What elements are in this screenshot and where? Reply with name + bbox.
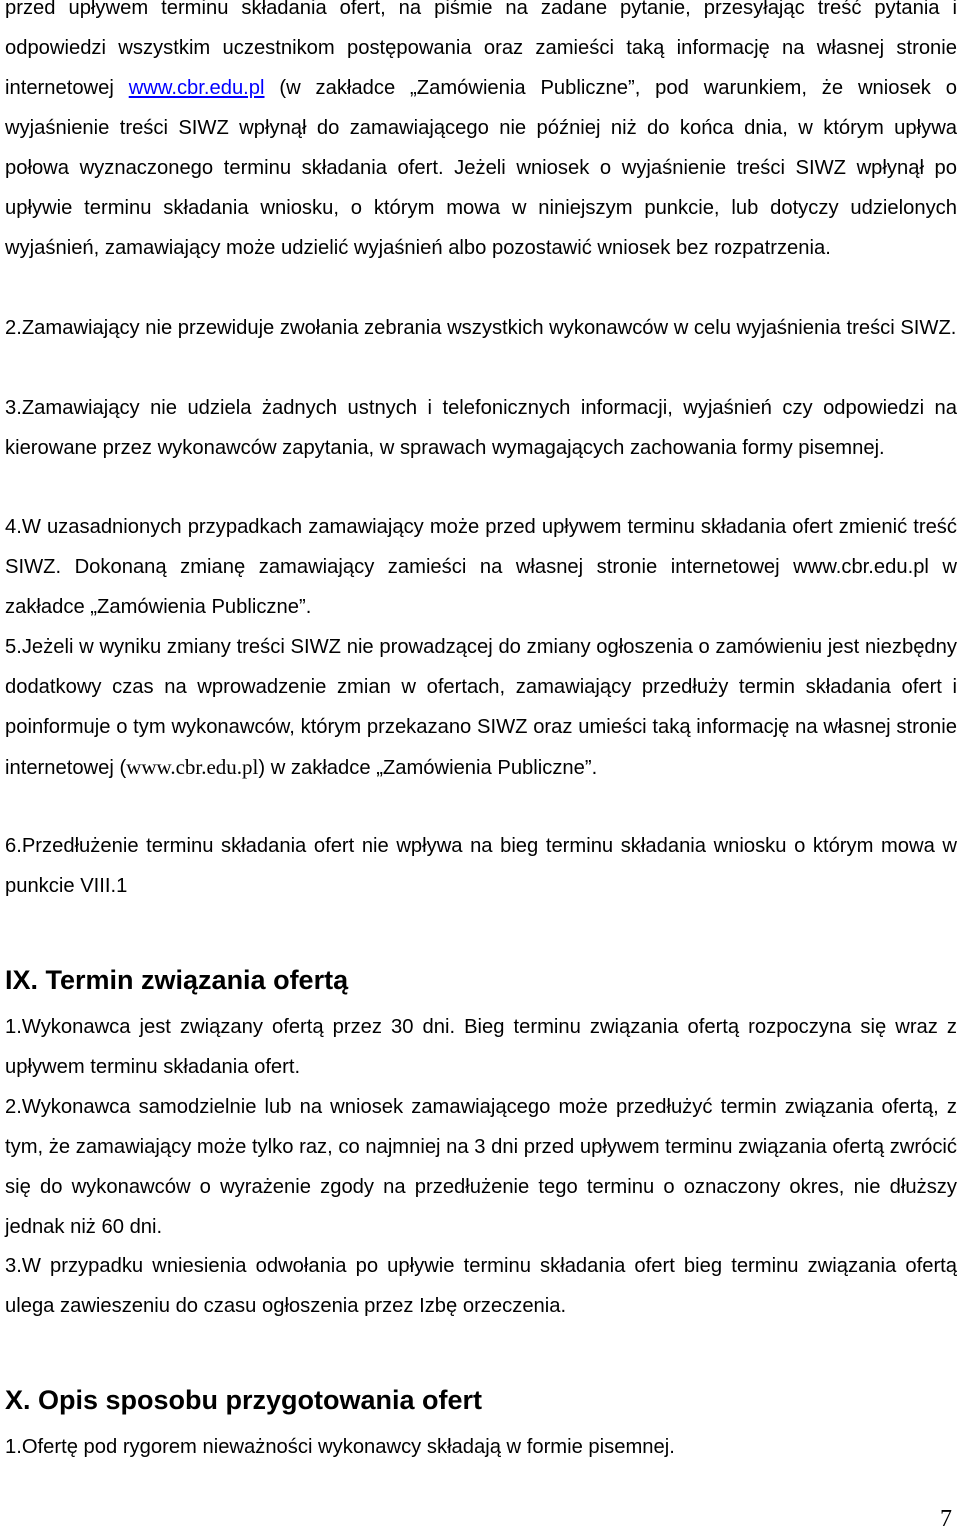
website-link[interactable]: www.cbr.edu.pl: [128, 77, 265, 99]
paragraph-6: 6.Przedłużenie terminu składania ofert nie wpływa na bieg terminu składania wniosku o którym mowa w punkcie VIII.1: [5, 835, 957, 897]
section-ix-item-1: 1.Wykonawca jest związany ofertą przez 30 dni. Bieg terminu związania ofertą rozpoczyna się wraz z upływem terminu składania ofert.: [5, 1016, 957, 1078]
paragraph-5-text-2: ) w zakładce „Zamówienia Publiczne”.: [258, 757, 598, 779]
page-number: 7: [940, 1506, 952, 1532]
section-x-item-1: 1.Ofertę pod rygorem nieważności wykonawcy składają w formie pisemnej.: [5, 1436, 675, 1458]
section-ix-heading: IX. Termin związania ofertą: [5, 965, 349, 995]
paragraph-intro-text-2: (w zakładce „Zamówienia Publiczne”, pod warunkiem, że wniosek o wyjaśnienie treści SIWZ wpłynął do zamawiającego nie później niż do końca dnia, w którym upływa połowa wyznaczonego terminu składania ofert. Jeżeli wniosek o wyjaśnienie treści SIWZ wpłynął po upływie terminu składania wniosku, o którym mowa w niniejszym punkcie, lub dotyczy udzielonych wyjaśnień, zamawiający może udzielić wyjaśnień albo pozostawić wniosek bez rozpatrzenia.: [5, 77, 957, 259]
paragraph-5-url: www.cbr.edu.pl: [126, 755, 259, 779]
section-ix-item-3: 3.W przypadku wniesienia odwołania po upływie terminu składania ofert bieg terminu związania ofertą ulega zawieszeniu do czasu ogłoszenia przez Izbę orzeczenia.: [5, 1255, 957, 1317]
section-x-heading: X. Opis sposobu przygotowania ofert: [5, 1385, 483, 1415]
paragraph-intro-text-1: przed upływem terminu składania ofert, na piśmie na zadane pytanie, przesyłając treść pytania i odpowiedzi wszystkim uczestnikom postępowania oraz zamieści taką informację na własnej stronie internetowej: [5, 0, 957, 99]
paragraph-2: 2.Zamawiający nie przewiduje zwołania zebrania wszystkich wykonawców w celu wyjaśnienia treści SIWZ.: [5, 317, 957, 339]
paragraph-5-text-1: 5.Jeżeli w wyniku zmiany treści SIWZ nie prowadzącej do zmiany ogłoszenia o zamówieniu jest niezbędny dodatkowy czas na wprowadzenie zmian w ofertach, zamawiający przedłuży termin składania ofert i poinformuje o tym wykonawców, którym przekazano SIWZ oraz umieści taką informację na własnej stronie internetowej (: [5, 636, 957, 779]
section-ix-item-2: 2.Wykonawca samodzielnie lub na wniosek zamawiającego może przedłużyć termin związania ofertą, z tym, że zamawiający może tylko raz, co najmniej na 3 dni przed upływem terminu związania ofertą zwrócić się do wykonawców o wyrażenie zgody na przedłużenie tego terminu o oznaczony okres, nie dłuższy jednak niż 60 dni.: [5, 1096, 957, 1238]
paragraph-4: 4.W uzasadnionych przypadkach zamawiający może przed upływem terminu składania ofert zmienić treść SIWZ. Dokonaną zmianę zamawiający zamieści na własnej stronie internetowej www.cbr.edu.pl w zakładce „Zamówienia Publiczne”.: [5, 516, 957, 618]
paragraph-intro: [5, 0, 957, 268]
paragraph-5: [5, 627, 957, 788]
paragraph-3: 3.Zamawiający nie udziela żadnych ustnych i telefonicznych informacji, wyjaśnień czy odpowiedzi na kierowane przez wykonawców zapytania, w sprawach wymagających zachowania formy pisemnej.: [5, 397, 957, 459]
